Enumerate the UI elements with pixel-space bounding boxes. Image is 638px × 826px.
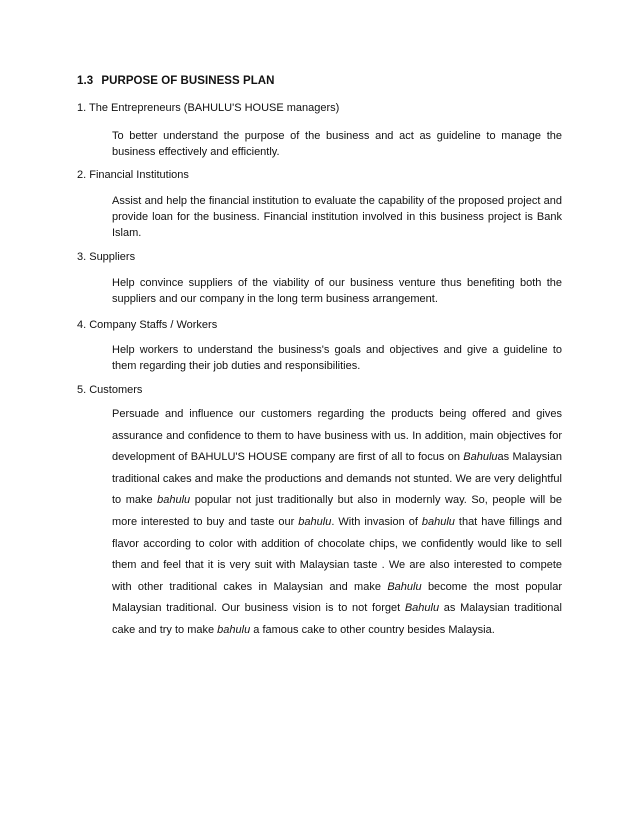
italic-term: Bahulu [404,602,440,615]
text-run: as Malaysian traditional cakes and make the productions and demands not stunted. We are very delightful to make [112,451,562,507]
item-title-staffs-workers: 4. Company Staffs / Workers [77,319,218,331]
text-run: that have fillings and flavor according to color with addition of chocolate chips, we confidently would like to sell them and feel that it is very suit with Malaysian taste . We are also interested to compete with other traditional cakes in Malaysian and make [112,515,562,593]
item-title-financial-institutions: 2. Financial Institutions [77,169,189,181]
text-run: as Malaysian traditional cake and try to make [112,602,562,636]
italic-term: bahulu [421,515,455,528]
section-heading [77,75,274,87]
text-run: a famous cake to other country besides Malaysia. [250,623,495,636]
italic-term: Bahulu [387,580,422,593]
text-run: . With invasion of [331,515,422,528]
item-body-suppliers: Help convince suppliers of the viability of our business venture thus benefiting both the suppliers and our company in the long term business arrangement. [112,277,562,305]
text-run: become the most popular Malaysian traditional. Our business vision is to not forget [112,580,562,615]
item-body-entrepreneurs: To better understand the purpose of the business and act as guideline to manage the business effectively and efficiently. [112,130,562,158]
item-body-financial-institutions: Assist and help the financial institution to evaluate the capability of the proposed project and provide loan for the business. Financial institution involved in this business project is Bank Islam. [112,195,562,239]
text-run: popular not just traditionally but also in modernly way. So, people will be more interested to buy and taste our [112,494,562,528]
item-body-staffs-workers: Help workers to understand the business's goals and objectives and give a guideline to them regarding their job duties and responsibilities. [112,344,562,372]
italic-term: bahulu [217,623,251,636]
section-number: 1.3 [77,75,94,87]
section-title: PURPOSE OF BUSINESS PLAN [101,75,275,87]
item-body-customers [112,404,562,642]
item-title-customers: 5. Customers [77,384,143,396]
italic-term: bahulu [298,515,332,528]
italic-term: Bahulu [463,451,498,464]
item-title-suppliers: 3. Suppliers [77,251,136,263]
text-run: Persuade and influence our customers regarding the products being offered and gives assurance and confidence to them to have business with us. In addition, main objectives for development of BAHULU'S HOUSE company are first of all to focus on [112,408,562,464]
italic-term: bahulu [157,494,191,507]
item-title-entrepreneurs: 1. The Entrepreneurs (BAHULU'S HOUSE managers) [77,102,340,114]
